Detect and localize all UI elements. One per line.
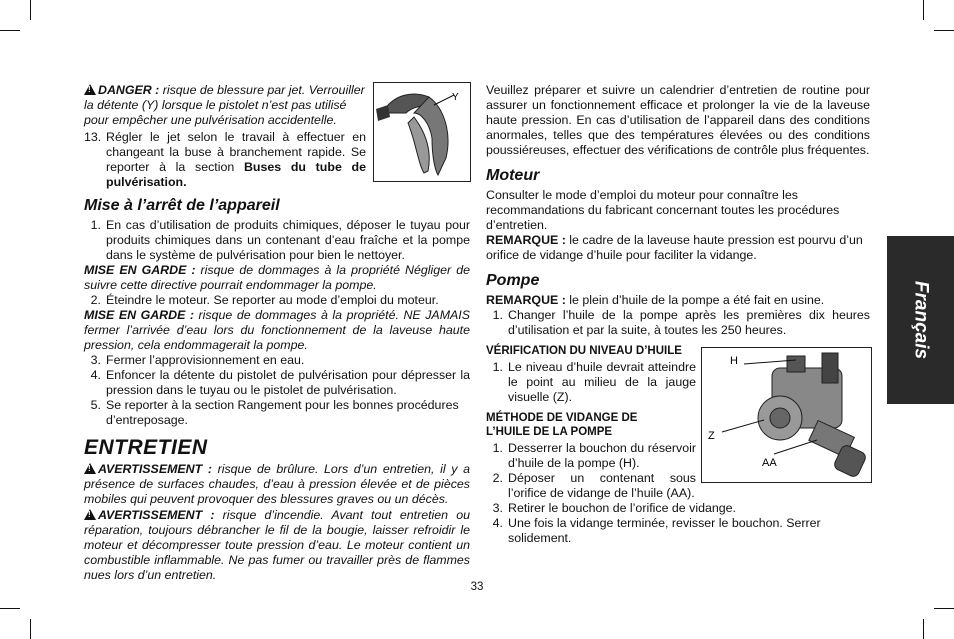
engine-heading: Moteur (486, 167, 540, 184)
note-text: le plein d’huile de la pompe a été fait en usine. (565, 293, 825, 307)
list-text: Enfoncer la détente du pistolet de pulvérisation pour dépresser la pression dans le tuyau ou le pistolet de pulvérisation. (106, 368, 470, 397)
left-column (84, 83, 470, 583)
list-item (486, 441, 696, 471)
engine-text: Consulter le mode d’emploi du moteur pour connaître les recommandations du fabricant concernant toutes les procédures d’entretien. (486, 188, 840, 232)
figure-label-aa: AA (762, 457, 777, 469)
item13-text: Régler le jet selon le travail à effectuer en changeant la buse à branchement rapide. Se reporter à la section (106, 130, 366, 174)
list-text: Une fois la vidange terminée, revisser le bouchon. Serrer solidement. (508, 516, 821, 545)
note-text: le cadre de la laveuse haute pression est pourvu d’un orifice de vidange d’huile pour faciliter la vidange. (486, 233, 863, 262)
crop-mark (934, 608, 954, 609)
list-text: Déposer un contenant sous l’orifice de vidange de l’huile (AA). (508, 471, 696, 500)
list-number: 13. (84, 130, 102, 144)
list-number: 1. (90, 218, 101, 232)
list-number: 3. (492, 501, 503, 515)
shutdown-list (84, 218, 470, 263)
caution-text: risque de dommages à la propriété. NE JAMAIS fermer l’arrivée d’eau lors du fonctionnement de la laveuse haute pression, cela endommagerait la pompe. (84, 308, 470, 352)
crop-mark (30, 619, 31, 639)
list-text: En cas d’utilisation de produits chimiques, déposer le tuyau pour produits chimiques dans un contenant d’eau fraîche et la pompe dans le système de pulvérisation pour bien le nettoyer. (106, 218, 470, 262)
figure-label-y: Y (452, 92, 459, 103)
danger-notice (84, 83, 368, 128)
list-item (84, 368, 470, 398)
list-number: 4. (492, 516, 503, 530)
pump-note (486, 293, 870, 308)
danger-label: DANGER : (98, 83, 160, 97)
oil-check-list (486, 360, 696, 405)
list-item (486, 516, 870, 546)
warning-triangle-icon (84, 84, 96, 95)
list-number: 2. (492, 471, 503, 485)
caution-notice-2 (84, 308, 470, 353)
warning-text: risque de brûlure. Lors d’un entretien, il y a présence de surfaces chaudes, d’eau à pression élevée et de pièces mobiles qui peuvent provoquer des blessures graves ou un décès. (84, 462, 470, 506)
pump-heading: Pompe (486, 272, 540, 289)
language-tab-label: Français (910, 280, 931, 360)
list-number: 1. (492, 308, 503, 322)
caution-text: risque de dommages à la propriété Négliger de suivre cette directive pourrait endommager la pompe. (84, 263, 470, 292)
list-number: 3. (90, 353, 101, 367)
crop-mark (0, 30, 20, 31)
list-text: Se reporter à la section Rangement pour les bonnes procédures d’entreposage. (106, 398, 459, 427)
list-text: Éteindre le moteur. Se reporter au mode d’emploi du moteur. (106, 293, 439, 307)
oil-check-heading: VÉRIFICATION DU NIVEAU D’HUILE (486, 345, 682, 357)
note-label: REMARQUE : (486, 293, 566, 307)
caution-label: MISE EN GARDE : (84, 308, 194, 322)
figure-label-z: Z (708, 430, 715, 442)
list-item (84, 293, 470, 308)
shutdown-heading: Mise à l’arrêt de l’appareil (84, 197, 280, 214)
engine-note (486, 233, 870, 263)
pump-list (486, 308, 870, 338)
shutdown-list (84, 353, 470, 428)
list-number: 1. (492, 360, 503, 374)
warning-notice-1 (84, 462, 470, 507)
item13-bold: Buses du tube de pulvérisation. (106, 160, 366, 189)
crop-mark (934, 30, 954, 31)
list-item (84, 398, 470, 428)
list-text: Le niveau d’huile devrait atteindre le point au milieu de la jauge visuelle (Z). (508, 360, 696, 404)
list-item (84, 130, 366, 190)
list-item (84, 353, 470, 368)
page-number: 33 (470, 581, 484, 593)
list-text: Desserrer la bouchon du réservoir d’huile de la pompe (H). (508, 441, 696, 470)
crop-mark (923, 0, 924, 20)
list-text: Changer l’huile de la pompe après les premières dix heures d’utilisation et par la suite, à toutes les 250 heures. (508, 308, 870, 337)
warning-text: risque d’incendie. Avant tout entretien ou réparation, toujours débrancher le fil de la bougie, laisser refroidir le moteur et décompresser toute pression d’eau. Le moteur contient un combustible inflammable. Ne pas fumer ou travailler près de flammes nues lors d’un entretien. (84, 508, 470, 582)
maintenance-intro: Veuillez préparer et suivre un calendrier d’entretien de routine pour assurer un fonctionnement efficace et prolonger la vie de la laveuse haute pression. En cas d’utilisation de l’appareil dans des conditions anormales, telles que des températures élevées ou des conditions poussiéreuses, effectuer des vérifications de contrôle plus fréquentes. (486, 83, 870, 157)
crop-mark (30, 0, 31, 20)
list-number: 4. (90, 368, 101, 382)
list-text: Fermer l’approvisionnement en eau. (106, 353, 305, 367)
warning-triangle-icon (84, 509, 96, 520)
list-number: 2. (90, 293, 101, 307)
warning-notice-2 (84, 508, 470, 583)
list-item (486, 471, 696, 501)
figure-label-h: H (730, 355, 738, 367)
pump-illustration (702, 348, 871, 482)
warning-label: AVERTISSEMENT : (98, 508, 215, 522)
list-text: Retirer le bouchon de l’orifice de vidange. (508, 501, 736, 515)
list-item (486, 501, 870, 516)
note-label: REMARQUE : (486, 233, 566, 247)
list-text (106, 130, 366, 190)
warning-label: AVERTISSEMENT : (98, 462, 212, 476)
caution-label: MISE EN GARDE : (84, 263, 196, 277)
list-item (486, 360, 696, 405)
list-number: 5. (90, 398, 101, 412)
maintenance-heading: ENTRETIEN (84, 436, 208, 459)
pump-figure (701, 347, 872, 483)
list-item (84, 218, 470, 263)
caution-notice-1 (84, 263, 470, 293)
list-number: 1. (492, 441, 503, 455)
danger-text: risque de blessure par jet. Verrouiller la détente (Y) lorsque le pistolet n’est pas utilisé pour empêcher une pulvérisation accidentelle. (84, 83, 365, 127)
shutdown-list (84, 293, 470, 308)
step-list-13 (84, 130, 366, 190)
warning-triangle-icon (84, 463, 96, 474)
crop-mark (923, 619, 924, 639)
drain-heading: MÉTHODE DE VIDANGE DE L’HUILE DE LA POMPE (486, 412, 638, 438)
crop-mark (0, 608, 20, 609)
language-tab (887, 236, 954, 404)
list-item (486, 308, 870, 338)
